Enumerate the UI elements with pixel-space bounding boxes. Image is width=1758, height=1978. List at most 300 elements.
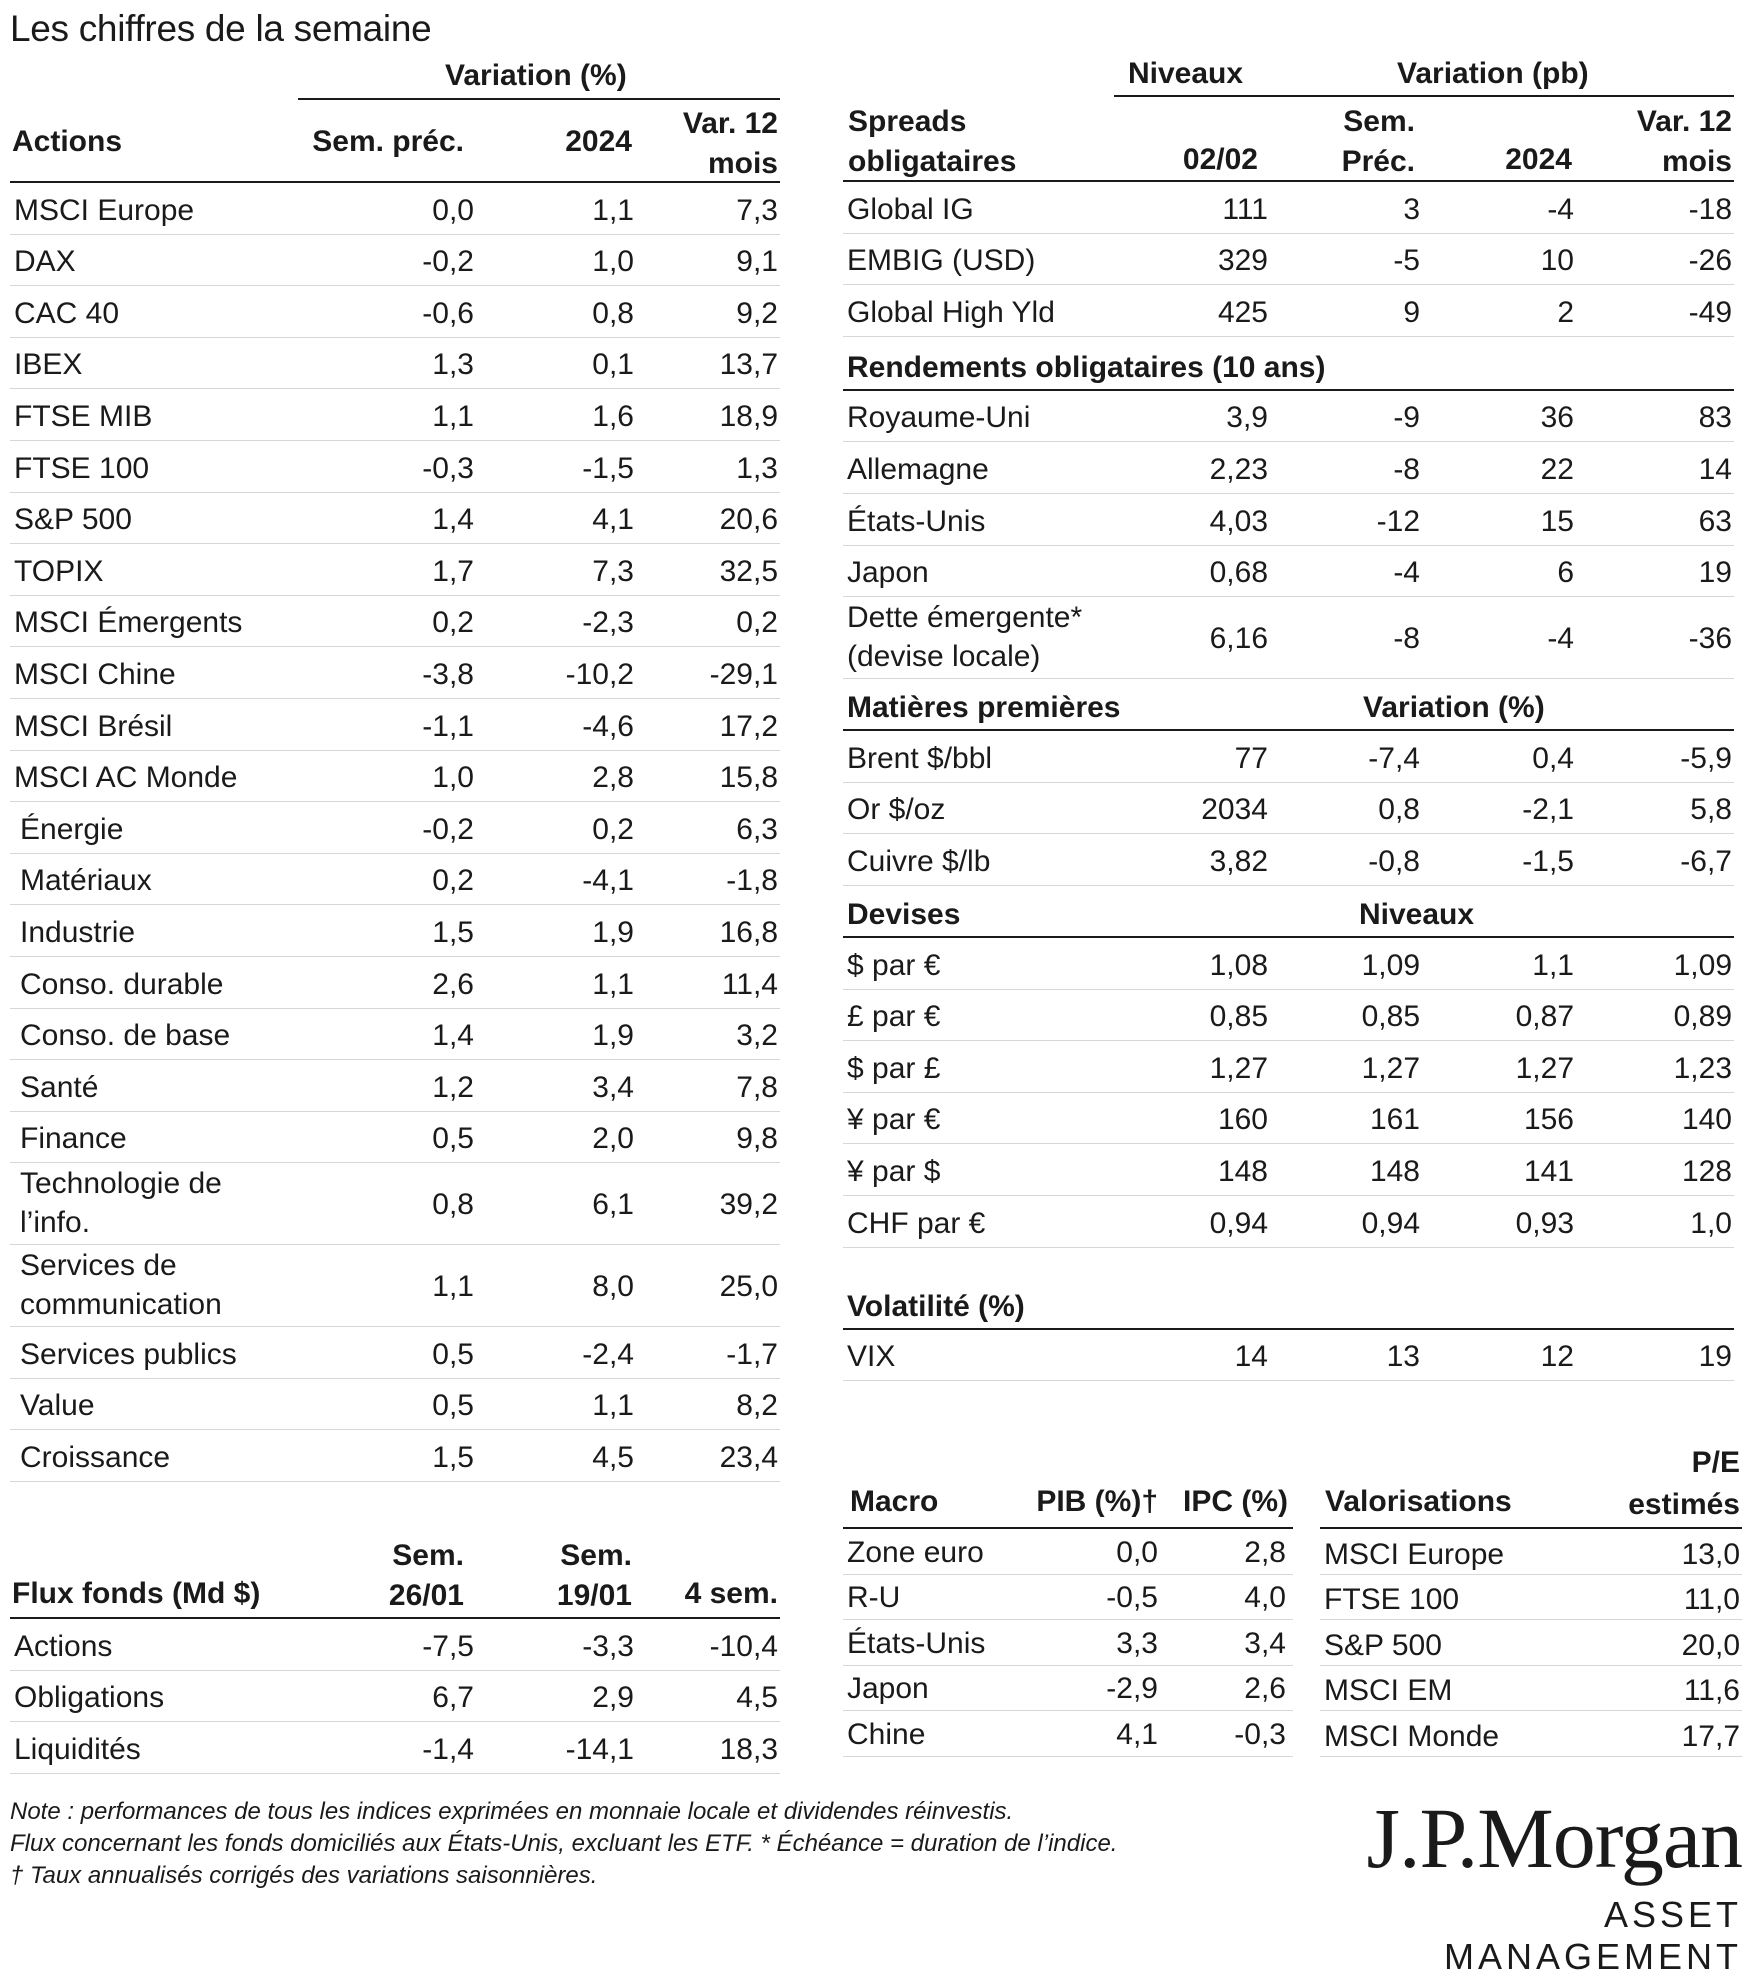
value-ytd: -4 — [1547, 622, 1574, 656]
value-12m: 9,8 — [736, 1122, 778, 1156]
value-col-3: -10,4 — [709, 1629, 778, 1663]
row-label: Services de communication — [20, 1249, 222, 1322]
table-row — [10, 1245, 780, 1327]
value-sem: -4 — [1393, 556, 1420, 590]
table-row — [10, 1722, 780, 1774]
value-12m: 23,4 — [719, 1441, 778, 1475]
value-level: 3,82 — [1209, 844, 1268, 878]
value-12m: 20,6 — [719, 503, 778, 537]
table-row — [10, 647, 780, 699]
value-12m: 1,0 — [1690, 1206, 1732, 1240]
table-row — [843, 1196, 1734, 1248]
table-row — [843, 494, 1734, 546]
row-label: Liquidités — [14, 1732, 141, 1766]
value-12m: 9,1 — [736, 245, 778, 279]
value-ytd: 0,87 — [1515, 1000, 1574, 1034]
value-level: 148 — [1217, 1154, 1268, 1188]
table-row — [10, 854, 780, 906]
value-level: 77 — [1234, 741, 1268, 775]
value-sem: 1,1 — [432, 1270, 474, 1304]
value-12m: 1,3 — [736, 451, 778, 485]
actions-group-header: Variation (%) — [445, 59, 627, 92]
row-label: Japon — [847, 1672, 929, 1706]
spreads-col-level: 02/02 — [1182, 143, 1258, 176]
table-row — [10, 1671, 780, 1723]
value-ytd: 2 — [1557, 295, 1574, 329]
value-sem: 1,2 — [432, 1070, 474, 1104]
commodities-group-var: Variation (%) — [1363, 691, 1545, 725]
vol-section-title: Volatilité (%) — [847, 1289, 1025, 1323]
table-row — [10, 338, 780, 390]
value-ytd: -2,4 — [582, 1337, 634, 1371]
markets-table — [843, 182, 1734, 1381]
footnote-2: Flux concernant les fonds domiciliés aux États-Unis, excluant les ETF. * Échéance = duration de l’indice. — [10, 1830, 1118, 1857]
row-label: R-U — [847, 1581, 901, 1615]
value-ytd: 3,4 — [592, 1070, 634, 1104]
row-label: Actions — [14, 1629, 113, 1663]
value-ytd: 12 — [1540, 1340, 1574, 1374]
table-row — [10, 1327, 780, 1379]
value-cpi: -0,3 — [1234, 1717, 1286, 1751]
table-row — [843, 1041, 1734, 1093]
value-sem: 1,4 — [432, 503, 474, 537]
row-label: Industrie — [20, 915, 136, 949]
value-ytd: 0,2 — [592, 812, 634, 846]
spreads-group-levels: Niveaux — [1128, 57, 1244, 90]
value-sem: -1,1 — [422, 709, 474, 743]
row-label: Cuivre $/lb — [847, 844, 991, 878]
value-sem: -8 — [1393, 452, 1420, 486]
value-12m: 6,3 — [736, 812, 778, 846]
value-sem: 0,85 — [1361, 1000, 1420, 1034]
row-label: S&P 500 — [1324, 1628, 1442, 1662]
value-sem: -7,4 — [1368, 741, 1420, 775]
yields-section — [843, 337, 1734, 391]
row-label: MSCI Europe — [14, 193, 195, 227]
fx-section — [843, 886, 1734, 938]
row-label: Conso. durable — [20, 967, 224, 1001]
value-sem: 0,0 — [432, 193, 474, 227]
row-label: Global IG — [847, 192, 974, 226]
value-sem: 2,6 — [432, 967, 474, 1001]
value-12m: -29,1 — [709, 657, 778, 691]
value-level: 4,03 — [1209, 504, 1268, 538]
value-12m: -1,7 — [726, 1337, 778, 1371]
table-row — [1320, 1529, 1742, 1575]
value-12m: 19 — [1698, 556, 1732, 590]
value-ytd: -4,1 — [582, 864, 634, 898]
table-row — [843, 783, 1734, 835]
table-row — [1320, 1711, 1742, 1757]
value-12m: 17,2 — [719, 709, 778, 743]
value-ytd: 7,3 — [592, 554, 634, 588]
table-row — [843, 1330, 1734, 1382]
actions-col-12m: Var. 12 mois — [682, 107, 778, 180]
row-label: États-Unis — [847, 504, 986, 538]
table-row — [10, 1163, 780, 1245]
value-sem: -0,2 — [422, 812, 474, 846]
table-row — [10, 544, 780, 596]
row-label: MSCI Émergents — [14, 606, 243, 640]
table-row — [843, 1529, 1293, 1575]
value-12m: -26 — [1688, 244, 1732, 278]
value-pe: 13,0 — [1681, 1537, 1740, 1571]
value-sem: -0,3 — [422, 451, 474, 485]
value-cpi: 2,6 — [1244, 1672, 1286, 1706]
table-row — [843, 1093, 1734, 1145]
value-ytd: 36 — [1540, 401, 1574, 435]
table-row — [10, 286, 780, 338]
value-12m: 7,3 — [736, 193, 778, 227]
value-12m: 1,23 — [1673, 1051, 1732, 1085]
macro-table — [843, 1529, 1293, 1757]
row-label: Dette émergente* (devise locale) — [847, 601, 1083, 674]
value-sem: 1,5 — [432, 915, 474, 949]
value-12m: 11,4 — [721, 967, 778, 1001]
row-label: Croissance — [20, 1441, 171, 1475]
value-ytd: 0,1 — [592, 348, 634, 382]
macro-col-gdp: PIB (%)† — [1036, 1485, 1158, 1518]
value-level: 1,27 — [1209, 1051, 1268, 1085]
valuations-col-label: Valorisations — [1325, 1485, 1512, 1518]
row-label: Global High Yld — [847, 295, 1055, 329]
value-cpi: 2,8 — [1244, 1535, 1286, 1569]
table-row — [10, 441, 780, 493]
value-sem: 1,1 — [432, 399, 474, 433]
value-ytd: 6 — [1557, 556, 1574, 590]
row-label: Santé — [20, 1070, 99, 1104]
footnote-3: † Taux annualisés corrigés des variations saisonnières. — [10, 1862, 598, 1889]
macro-col-cpi: IPC (%) — [1183, 1485, 1288, 1518]
value-ytd: 6,1 — [592, 1188, 634, 1222]
row-label: MSCI EM — [1324, 1674, 1453, 1708]
row-label: CAC 40 — [14, 296, 120, 330]
value-pe: 11,0 — [1683, 1583, 1740, 1617]
table-row — [10, 1619, 780, 1671]
table-row — [843, 442, 1734, 494]
row-label: MSCI AC Monde — [14, 761, 238, 795]
row-label: $ par £ — [847, 1051, 941, 1085]
flux-col-1: Sem. 26/01 — [388, 1539, 464, 1612]
value-level: 329 — [1217, 244, 1268, 278]
value-col-3: 4,5 — [736, 1681, 778, 1715]
value-sem: 1,09 — [1361, 948, 1420, 982]
table-row — [10, 802, 780, 854]
table-row — [843, 597, 1734, 679]
value-sem: 1,7 — [432, 554, 474, 588]
value-level: 2034 — [1201, 793, 1268, 827]
table-row — [10, 905, 780, 957]
value-ytd: 2,0 — [592, 1122, 634, 1156]
row-label: IBEX — [14, 348, 83, 382]
row-label: VIX — [847, 1340, 896, 1374]
flux-col-3: 4 sem. — [684, 1577, 778, 1610]
row-label: États-Unis — [847, 1626, 986, 1660]
value-ytd: 156 — [1523, 1103, 1574, 1137]
table-row — [10, 389, 780, 441]
table-row — [843, 1666, 1293, 1712]
table-row — [843, 1575, 1293, 1621]
table-row — [10, 183, 780, 235]
value-12m: 7,8 — [736, 1070, 778, 1104]
value-sem: 13 — [1386, 1340, 1420, 1374]
value-sem: 1,0 — [432, 761, 474, 795]
value-sem: 0,2 — [432, 606, 474, 640]
table-row — [843, 234, 1734, 286]
logo-subtitle: ASSET MANAGEMENT — [1443, 1894, 1742, 1977]
value-sem: -0,6 — [422, 296, 474, 330]
row-label: FTSE 100 — [1324, 1583, 1460, 1617]
row-label: $ par € — [847, 948, 941, 982]
value-level: 1,08 — [1209, 948, 1268, 982]
value-level: 0,85 — [1209, 1000, 1268, 1034]
row-label: Services publics — [20, 1337, 237, 1371]
row-label: MSCI Brésil — [14, 709, 173, 743]
value-pe: 11,6 — [1683, 1674, 1740, 1708]
value-sem: 1,5 — [432, 1441, 474, 1475]
value-12m: 25,0 — [719, 1270, 778, 1304]
value-sem: -9 — [1393, 401, 1420, 435]
row-label: Finance — [20, 1122, 127, 1156]
actions-table — [10, 183, 780, 1482]
row-label: Chine — [847, 1717, 926, 1751]
value-col-1: 6,7 — [432, 1681, 474, 1715]
page-title: Les chiffres de la semaine — [10, 8, 432, 49]
spreads-group-var: Variation (pb) — [1397, 57, 1589, 90]
value-ytd: -1,5 — [582, 451, 634, 485]
value-sem: 0,94 — [1361, 1206, 1420, 1240]
row-label: Énergie — [20, 812, 124, 846]
row-label: MSCI Chine — [14, 657, 176, 691]
value-ytd: 8,0 — [592, 1270, 634, 1304]
flux-col-2: Sem. 19/01 — [556, 1539, 632, 1612]
value-gdp: 4,1 — [1116, 1717, 1158, 1751]
value-sem: -5 — [1393, 244, 1420, 278]
value-ytd: 1,9 — [592, 915, 634, 949]
value-level: 0,68 — [1209, 556, 1268, 590]
value-level: 160 — [1217, 1103, 1268, 1137]
value-cpi: 3,4 — [1244, 1626, 1286, 1660]
row-label: FTSE MIB — [14, 399, 153, 433]
value-ytd: 2,8 — [592, 761, 634, 795]
table-row — [843, 182, 1734, 234]
value-12m: -18 — [1688, 192, 1732, 226]
value-ytd: 4,5 — [592, 1441, 634, 1475]
value-12m: 140 — [1681, 1103, 1732, 1137]
value-level: 111 — [1222, 192, 1268, 226]
table-row — [1320, 1620, 1742, 1666]
value-ytd: 10 — [1540, 244, 1574, 278]
table-row — [843, 1620, 1293, 1666]
flux-table — [10, 1619, 780, 1774]
yields-section-title: Rendements obligataires (10 ans) — [847, 350, 1326, 384]
value-ytd: -2,3 — [582, 606, 634, 640]
value-ytd: 1,1 — [592, 1389, 634, 1423]
value-ytd: 15 — [1540, 504, 1574, 538]
value-12m: 32,5 — [719, 554, 778, 588]
value-col-2: 2,9 — [592, 1681, 634, 1715]
value-col-2: -14,1 — [565, 1732, 634, 1766]
table-row — [843, 938, 1734, 990]
table-row — [10, 1112, 780, 1164]
row-label: Matériaux — [20, 864, 152, 898]
spreads-group-rule — [1114, 95, 1734, 97]
value-12m: -6,7 — [1680, 844, 1732, 878]
row-label: FTSE 100 — [14, 451, 150, 485]
row-label: £ par € — [847, 1000, 941, 1034]
table-row — [843, 285, 1734, 337]
value-ytd: -4,6 — [582, 709, 634, 743]
spreads-col-12m: Var. 12 mois — [1636, 105, 1732, 178]
value-ytd: 0,93 — [1515, 1206, 1574, 1240]
table-row — [10, 699, 780, 751]
value-sem: 1,3 — [432, 348, 474, 382]
value-ytd: 0,4 — [1532, 741, 1574, 775]
row-label: Japon — [847, 556, 929, 590]
value-gdp: 3,3 — [1116, 1626, 1158, 1660]
value-12m: 19 — [1698, 1340, 1732, 1374]
value-ytd: 22 — [1540, 452, 1574, 486]
row-label: MSCI Monde — [1324, 1719, 1500, 1753]
fx-group-levels: Niveaux — [1359, 897, 1475, 931]
row-label: Conso. de base — [20, 1019, 231, 1053]
fx-section-title: Devises — [847, 897, 961, 931]
value-pe: 20,0 — [1681, 1628, 1740, 1662]
spreads-col-ytd: 2024 — [1505, 143, 1572, 176]
table-row — [10, 1009, 780, 1061]
value-12m: 83 — [1698, 401, 1732, 435]
table-row — [10, 957, 780, 1009]
value-ytd: -10,2 — [565, 657, 634, 691]
table-row — [10, 1430, 780, 1482]
jpmorgan-logo — [1322, 1790, 1742, 1978]
value-level: 3,9 — [1226, 401, 1268, 435]
value-12m: 8,2 — [736, 1389, 778, 1423]
value-12m: 0,2 — [736, 606, 778, 640]
value-sem: 0,8 — [432, 1188, 474, 1222]
actions-group-rule — [298, 98, 780, 100]
table-row — [843, 546, 1734, 598]
value-sem: 0,5 — [432, 1122, 474, 1156]
table-row — [10, 493, 780, 545]
value-12m: 63 — [1698, 504, 1732, 538]
table-row — [10, 1060, 780, 1112]
value-col-2: -3,3 — [582, 1629, 634, 1663]
value-ytd: 0,8 — [592, 296, 634, 330]
row-label: TOPIX — [14, 554, 104, 588]
table-row — [843, 834, 1734, 886]
value-sem: 9 — [1403, 295, 1420, 329]
commodities-section — [843, 679, 1734, 731]
value-12m: 128 — [1681, 1154, 1732, 1188]
actions-col-sem: Sem. préc. — [312, 125, 464, 158]
value-level: 425 — [1217, 295, 1268, 329]
value-ytd: -1,5 — [1522, 844, 1574, 878]
value-ytd: 1,1 — [1532, 948, 1574, 982]
row-label: S&P 500 — [14, 503, 132, 537]
row-label: Technologie de l’info. — [20, 1167, 222, 1240]
commodities-section-title: Matières premières — [847, 691, 1121, 725]
value-ytd: 4,1 — [592, 503, 634, 537]
row-label: Allemagne — [847, 452, 989, 486]
value-12m: 39,2 — [719, 1188, 778, 1222]
value-ytd: 1,27 — [1515, 1051, 1574, 1085]
value-pe: 17,7 — [1681, 1719, 1740, 1753]
value-sem: -0,2 — [422, 245, 474, 279]
value-sem: 0,5 — [432, 1389, 474, 1423]
value-12m: 9,2 — [736, 296, 778, 330]
row-label: Obligations — [14, 1681, 165, 1715]
value-12m: -49 — [1688, 295, 1732, 329]
row-label: Or $/oz — [847, 793, 946, 827]
value-12m: 14 — [1698, 452, 1732, 486]
value-12m: 18,9 — [719, 399, 778, 433]
vol-section — [843, 1248, 1734, 1330]
value-col-3: 18,3 — [719, 1732, 778, 1766]
macro-col-label: Macro — [850, 1485, 939, 1518]
row-label: MSCI Europe — [1324, 1537, 1505, 1571]
row-label: ¥ par € — [847, 1103, 941, 1137]
value-12m: 13,7 — [719, 348, 778, 382]
value-sem: 1,4 — [432, 1019, 474, 1053]
value-sem: -12 — [1376, 504, 1420, 538]
value-level: 0,94 — [1209, 1206, 1268, 1240]
row-label: CHF par € — [847, 1206, 986, 1240]
value-col-1: -1,4 — [422, 1732, 474, 1766]
value-ytd: 141 — [1523, 1154, 1574, 1188]
table-row — [10, 751, 780, 803]
table-row — [843, 1144, 1734, 1196]
value-ytd: 1,0 — [592, 245, 634, 279]
row-label: Brent $/bbl — [847, 741, 993, 775]
value-sem: -3,8 — [422, 657, 474, 691]
value-sem: 161 — [1369, 1103, 1420, 1137]
row-label: Value — [20, 1389, 95, 1423]
value-cpi: 4,0 — [1244, 1581, 1286, 1615]
value-col-1: -7,5 — [422, 1629, 474, 1663]
value-12m: 0,89 — [1673, 1000, 1732, 1034]
value-12m: -5,9 — [1680, 741, 1732, 775]
value-sem: 3 — [1403, 192, 1420, 226]
value-12m: 3,2 — [736, 1019, 778, 1053]
value-ytd: 1,1 — [592, 193, 634, 227]
value-gdp: -2,9 — [1106, 1672, 1158, 1706]
table-row — [843, 990, 1734, 1042]
value-12m: 5,8 — [1690, 793, 1732, 827]
value-level: 14 — [1234, 1340, 1268, 1374]
value-ytd: -4 — [1547, 192, 1574, 226]
value-level: 6,16 — [1209, 622, 1268, 656]
table-row — [1320, 1575, 1742, 1621]
actions-col-label: Actions — [12, 125, 123, 158]
value-level: 2,23 — [1209, 452, 1268, 486]
value-ytd: 1,9 — [592, 1019, 634, 1053]
value-12m: -36 — [1688, 622, 1732, 656]
value-ytd: 1,1 — [592, 967, 634, 1001]
row-label: EMBIG (USD) — [847, 244, 1036, 278]
table-row — [1320, 1666, 1742, 1712]
value-sem: -8 — [1393, 622, 1420, 656]
value-sem: -0,8 — [1368, 844, 1420, 878]
table-row — [843, 1711, 1293, 1757]
row-label: Royaume-Uni — [847, 401, 1031, 435]
row-label: Zone euro — [847, 1535, 984, 1569]
footnotes — [10, 1796, 1220, 1892]
valuations-table — [1320, 1529, 1742, 1757]
value-12m: -1,8 — [726, 864, 778, 898]
actions-col-ytd: 2024 — [565, 125, 632, 158]
value-ytd: 1,6 — [592, 399, 634, 433]
